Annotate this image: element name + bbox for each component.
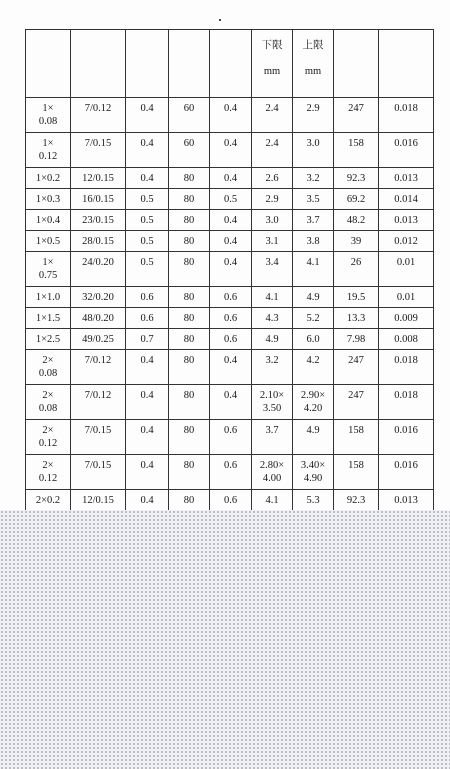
- table-cell: 80: [169, 455, 210, 490]
- table-cell: 4.1: [293, 252, 334, 287]
- row-spec-cell: 2×0.2: [26, 490, 71, 511]
- table-cell: 0.6: [126, 308, 169, 329]
- header-cell: [71, 30, 126, 98]
- table-cell: 0.4: [126, 420, 169, 455]
- table-cell: 92.3: [334, 490, 379, 511]
- table-cell: 32/0.20: [71, 287, 126, 308]
- table-cell: 0.5: [126, 189, 169, 210]
- table-cell: 0.4: [210, 168, 252, 189]
- table-cell: 0.4: [126, 455, 169, 490]
- table-cell: 0.4: [126, 350, 169, 385]
- header-cell: [293, 30, 334, 98]
- table-cell: 158: [334, 133, 379, 168]
- table-cell: 3.0: [252, 210, 293, 231]
- table-cell: 7/0.15: [71, 420, 126, 455]
- row-spec-cell: 1×0.2: [26, 168, 71, 189]
- header-cell: [252, 30, 293, 98]
- table-cell: 80: [169, 189, 210, 210]
- table-cell: 0.6: [210, 287, 252, 308]
- table-cell: 4.2: [293, 350, 334, 385]
- table-cell: 80: [169, 252, 210, 287]
- table-cell: 0.4: [210, 133, 252, 168]
- table-cell: 3.7: [293, 210, 334, 231]
- table-cell: 0.4: [126, 98, 169, 133]
- table-cell: 0.008: [379, 329, 434, 350]
- table-row: [26, 455, 434, 490]
- table-cell: 0.6: [210, 308, 252, 329]
- row-spec-cell: 1× 0.75: [26, 252, 71, 287]
- table-cell: 12/0.15: [71, 490, 126, 511]
- table-cell: 3.2: [252, 350, 293, 385]
- row-spec-cell: 1×0.5: [26, 231, 71, 252]
- table-cell: 2.9: [293, 98, 334, 133]
- table-cell: 2.80× 4.00: [252, 455, 293, 490]
- header-cell: [26, 30, 71, 98]
- table-cell: 7.98: [334, 329, 379, 350]
- table-cell: 3.4: [252, 252, 293, 287]
- header-unit: mm: [304, 66, 322, 77]
- row-spec-cell: 1×1.0: [26, 287, 71, 308]
- table-cell: 48/0.20: [71, 308, 126, 329]
- table-cell: 5.2: [293, 308, 334, 329]
- table-cell: 60: [169, 98, 210, 133]
- table-cell: 28/0.15: [71, 231, 126, 252]
- table-cell: 0.016: [379, 420, 434, 455]
- table-cell: 0.013: [379, 168, 434, 189]
- table-cell: 49/0.25: [71, 329, 126, 350]
- table-cell: 0.6: [210, 490, 252, 511]
- table-cell: 0.01: [379, 287, 434, 308]
- table-cell: 0.6: [126, 287, 169, 308]
- header-label: 下限: [261, 40, 283, 51]
- table-cell: 23/0.15: [71, 210, 126, 231]
- table-cell: 0.4: [210, 98, 252, 133]
- table-row: [26, 329, 434, 350]
- header-cell: [126, 30, 169, 98]
- row-spec-cell: 2× 0.08: [26, 350, 71, 385]
- table-cell: 0.018: [379, 350, 434, 385]
- dotted-overlay: [0, 510, 450, 769]
- table-cell: 80: [169, 231, 210, 252]
- table-cell: 7/0.12: [71, 385, 126, 420]
- table-cell: 69.2: [334, 189, 379, 210]
- table-cell: 12/0.15: [71, 168, 126, 189]
- table-cell: 0.5: [126, 231, 169, 252]
- table-cell: 0.4: [210, 210, 252, 231]
- table-cell: 48.2: [334, 210, 379, 231]
- table-cell: 0.013: [379, 490, 434, 511]
- table-cell: 7/0.12: [71, 98, 126, 133]
- table-cell: 24/0.20: [71, 252, 126, 287]
- table-cell: 0.5: [126, 252, 169, 287]
- row-spec-cell: 1×0.3: [26, 189, 71, 210]
- table-cell: 0.4: [210, 385, 252, 420]
- table-cell: 7/0.15: [71, 455, 126, 490]
- table-cell: 158: [334, 455, 379, 490]
- table-row: [26, 210, 434, 231]
- table-cell: 0.016: [379, 455, 434, 490]
- table-cell: 0.4: [210, 252, 252, 287]
- table-cell: 3.8: [293, 231, 334, 252]
- table-cell: 0.6: [210, 329, 252, 350]
- row-spec-cell: 1× 0.12: [26, 133, 71, 168]
- table-cell: 0.4: [126, 168, 169, 189]
- table-cell: 3.2: [293, 168, 334, 189]
- table-cell: 80: [169, 168, 210, 189]
- table-cell: 3.5: [293, 189, 334, 210]
- table-row: [26, 287, 434, 308]
- table-cell: 158: [334, 420, 379, 455]
- table-cell: 2.9: [252, 189, 293, 210]
- table-cell: 4.3: [252, 308, 293, 329]
- table-cell: 0.013: [379, 210, 434, 231]
- table-cell: 0.4: [126, 133, 169, 168]
- table-cell: 2.10× 3.50: [252, 385, 293, 420]
- table-cell: 0.4: [126, 385, 169, 420]
- table-cell: 0.012: [379, 231, 434, 252]
- header-cell: [169, 30, 210, 98]
- table-row: [26, 133, 434, 168]
- table-cell: 80: [169, 210, 210, 231]
- table-cell: 60: [169, 133, 210, 168]
- spec-table: [25, 29, 434, 532]
- table-cell: 3.40× 4.90: [293, 455, 334, 490]
- table-cell: 0.016: [379, 133, 434, 168]
- table-row: [26, 350, 434, 385]
- row-spec-cell: 2× 0.12: [26, 420, 71, 455]
- table-cell: 0.7: [126, 329, 169, 350]
- table-cell: 39: [334, 231, 379, 252]
- row-spec-cell: 1× 0.08: [26, 98, 71, 133]
- row-spec-cell: 1×1.5: [26, 308, 71, 329]
- scan-speck: [219, 19, 221, 21]
- table-cell: 2.4: [252, 98, 293, 133]
- table-cell: 2.6: [252, 168, 293, 189]
- header-unit: mm: [263, 66, 281, 77]
- table-cell: 0.6: [210, 420, 252, 455]
- table-cell: 2.90× 4.20: [293, 385, 334, 420]
- table-cell: 4.9: [293, 420, 334, 455]
- header-label: 上限: [302, 40, 324, 51]
- table-row: [26, 189, 434, 210]
- table-cell: 26: [334, 252, 379, 287]
- table-cell: 0.014: [379, 189, 434, 210]
- table-cell: 92.3: [334, 168, 379, 189]
- table-cell: 19.5: [334, 287, 379, 308]
- table-cell: 5.3: [293, 490, 334, 511]
- table-row: [26, 252, 434, 287]
- table-cell: 80: [169, 287, 210, 308]
- table-cell: 80: [169, 385, 210, 420]
- table-cell: 4.1: [252, 287, 293, 308]
- table-cell: 0.5: [126, 210, 169, 231]
- table-cell: 247: [334, 98, 379, 133]
- table-cell: 0.4: [210, 350, 252, 385]
- table-cell: 7/0.15: [71, 133, 126, 168]
- row-spec-cell: 2× 0.12: [26, 455, 71, 490]
- table-row: [26, 308, 434, 329]
- table-cell: 80: [169, 329, 210, 350]
- table-row: [26, 385, 434, 420]
- table-cell: 80: [169, 490, 210, 511]
- table-cell: 0.5: [210, 189, 252, 210]
- table-cell: 0.018: [379, 98, 434, 133]
- header-cell: [334, 30, 379, 98]
- table-row: [26, 98, 434, 133]
- table-cell: 4.9: [293, 287, 334, 308]
- table-cell: 0.4: [126, 490, 169, 511]
- table-cell: 247: [334, 385, 379, 420]
- table-cell: 6.0: [293, 329, 334, 350]
- table-cell: 80: [169, 350, 210, 385]
- table-row: [26, 490, 434, 511]
- header-row: [26, 30, 434, 98]
- table-cell: 0.6: [210, 455, 252, 490]
- table-cell: 0.01: [379, 252, 434, 287]
- row-spec-cell: 1×2.5: [26, 329, 71, 350]
- table-row: [26, 420, 434, 455]
- table-cell: 3.0: [293, 133, 334, 168]
- row-spec-cell: 1×0.4: [26, 210, 71, 231]
- table-cell: 80: [169, 420, 210, 455]
- table-row: [26, 231, 434, 252]
- table-cell: 7/0.12: [71, 350, 126, 385]
- table-cell: 80: [169, 308, 210, 329]
- table-cell: 4.1: [252, 490, 293, 511]
- table-cell: 16/0.15: [71, 189, 126, 210]
- table-cell: 247: [334, 350, 379, 385]
- table-cell: 13.3: [334, 308, 379, 329]
- table-cell: 0.018: [379, 385, 434, 420]
- header-cell: [379, 30, 434, 98]
- table-cell: 3.7: [252, 420, 293, 455]
- table-cell: 0.009: [379, 308, 434, 329]
- row-spec-cell: 2× 0.08: [26, 385, 71, 420]
- table-cell: 3.1: [252, 231, 293, 252]
- table-cell: 0.4: [210, 231, 252, 252]
- table-row: [26, 168, 434, 189]
- header-cell: [210, 30, 252, 98]
- table-cell: 2.4: [252, 133, 293, 168]
- table-cell: 4.9: [252, 329, 293, 350]
